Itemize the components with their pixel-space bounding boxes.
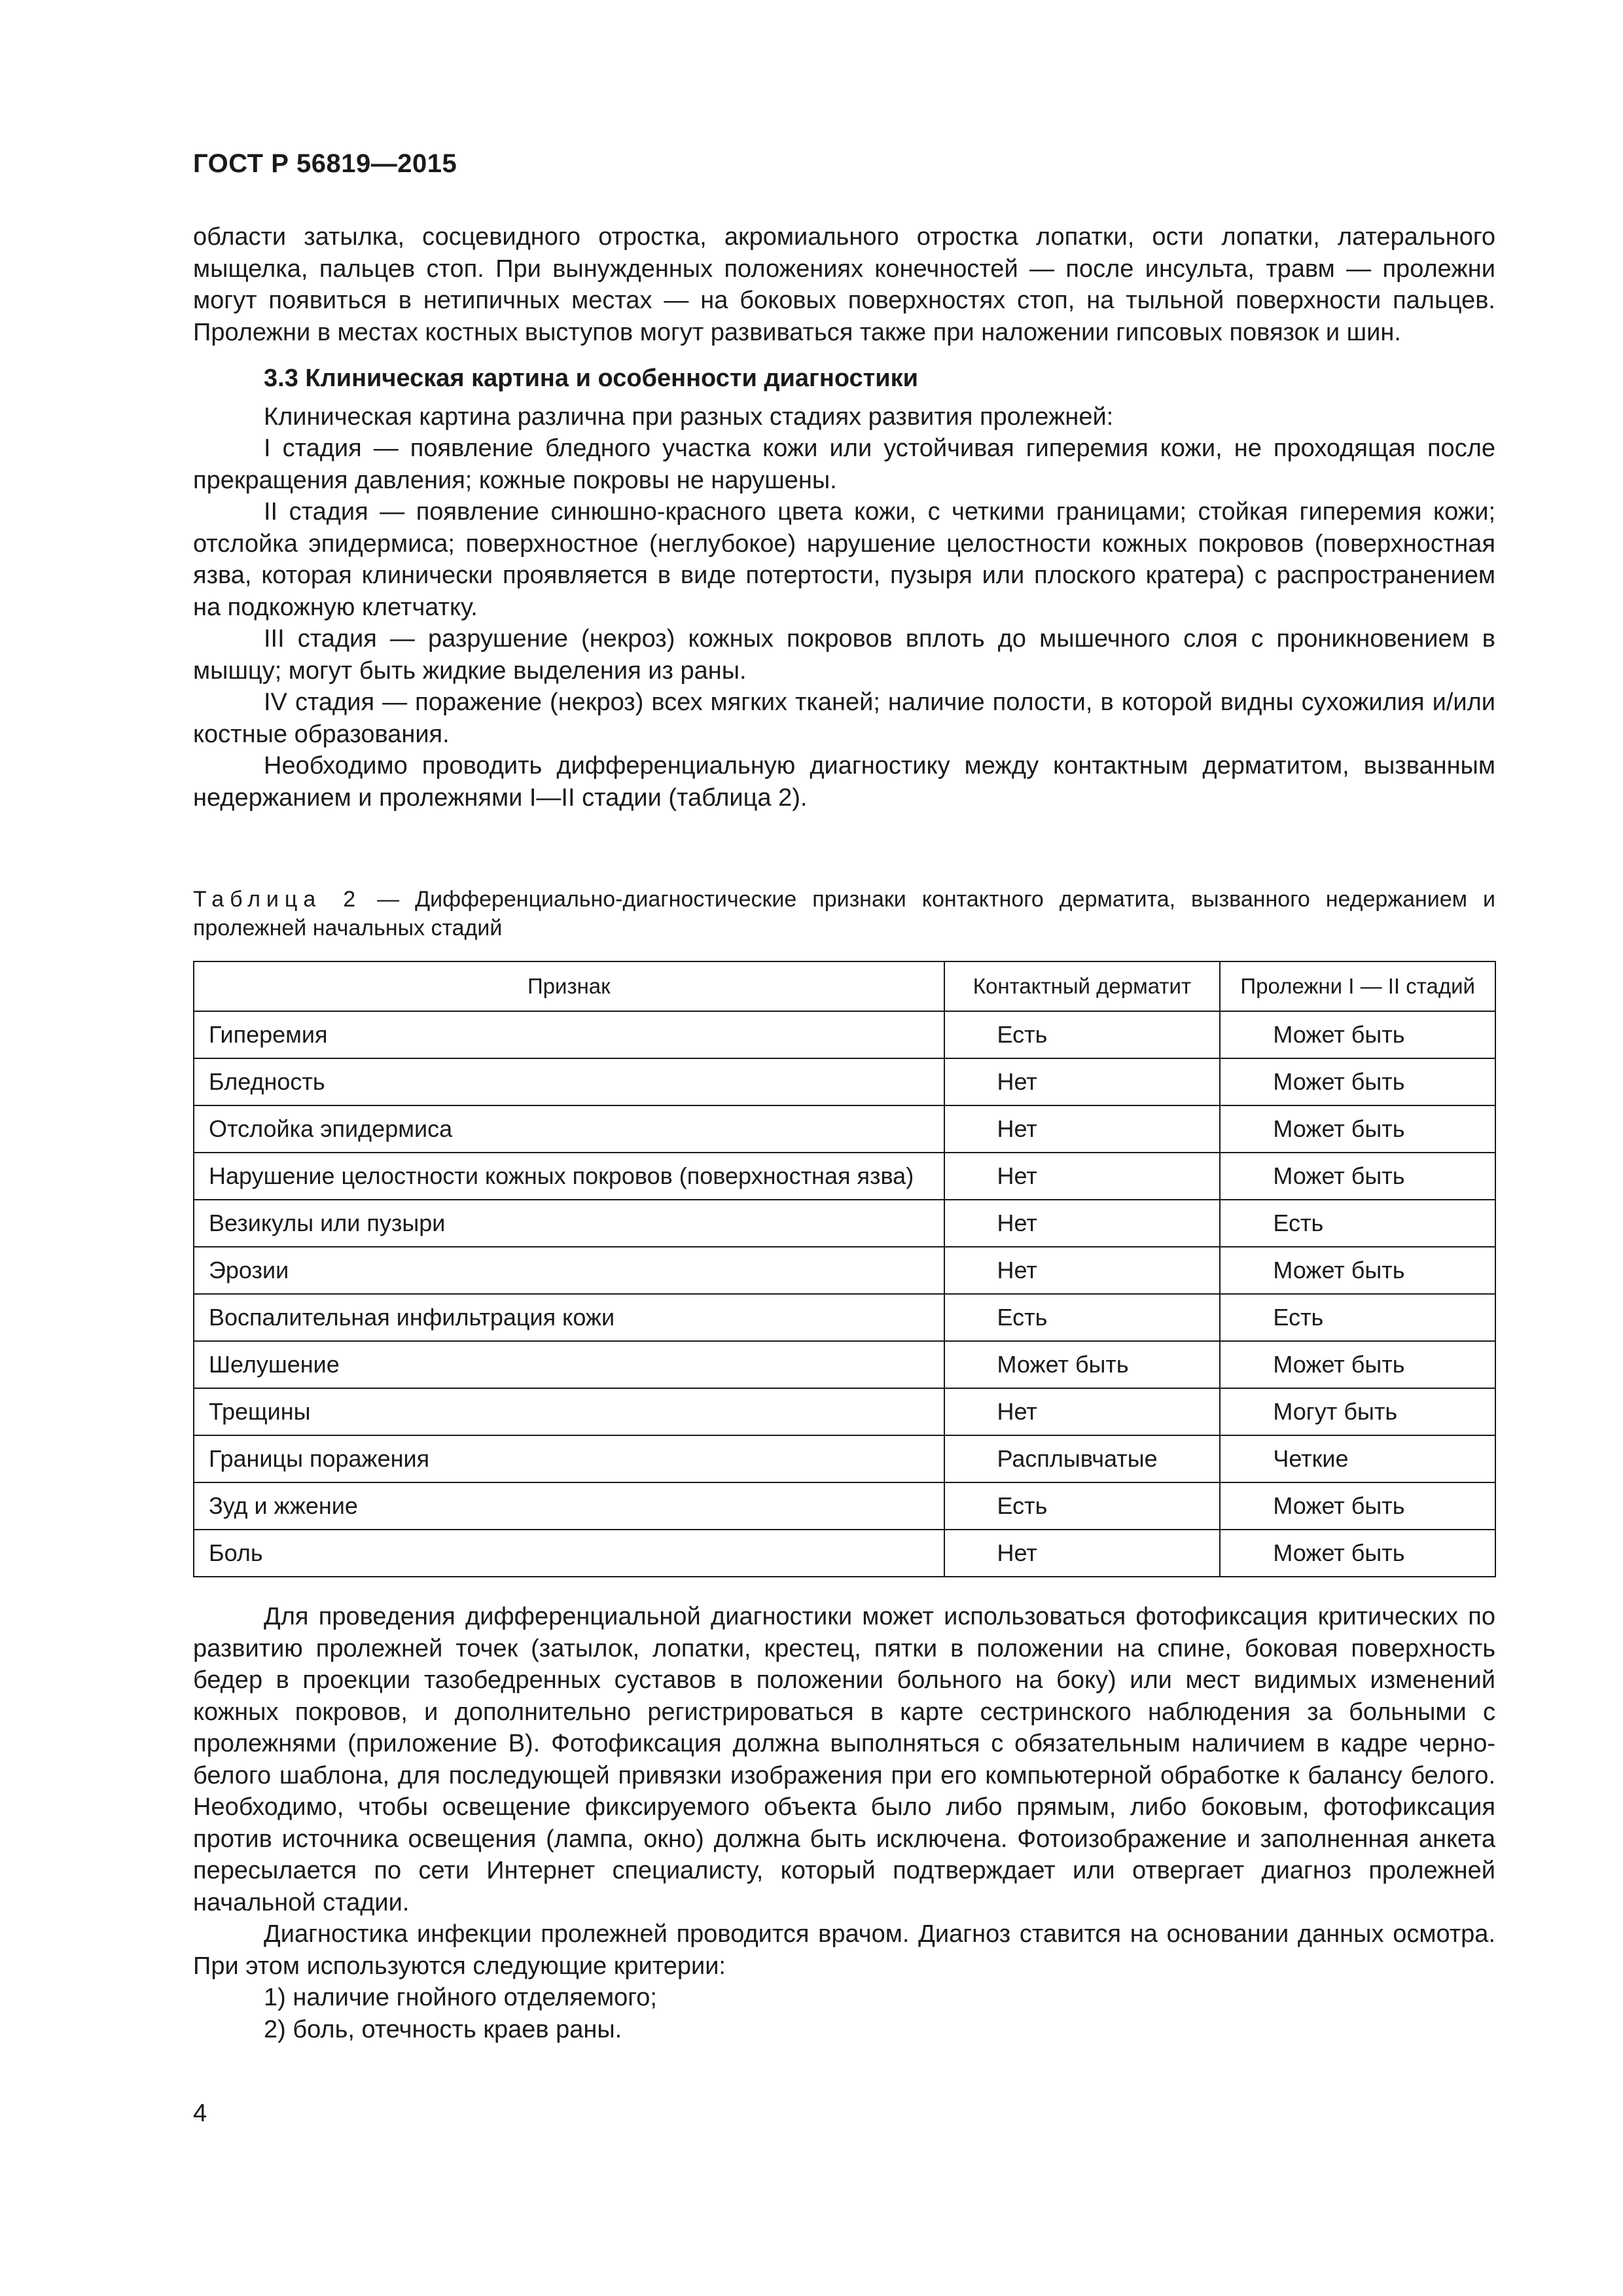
- table-cell-dermatitis: Нет: [944, 1058, 1221, 1105]
- table-cell-sign: Зуд и жжение: [194, 1482, 944, 1530]
- criterion-2: 2) боль, отечность краев раны.: [264, 2015, 622, 2043]
- table-cell-dermatitis: Нет: [944, 1105, 1221, 1153]
- table-caption: [193, 885, 1495, 942]
- header-sign: Признак: [194, 961, 944, 1011]
- table-cell-dermatitis: Есть: [944, 1011, 1221, 1058]
- page-number: 4: [193, 2100, 207, 2127]
- document-header: ГОСТ Р 56819—2015: [193, 149, 457, 178]
- table-row: [194, 1105, 1495, 1153]
- table-cell-dermatitis: Есть: [944, 1482, 1221, 1530]
- table-cell-ulcers: Может быть: [1220, 1530, 1495, 1577]
- table-row: [194, 1058, 1495, 1105]
- table-header-row: [194, 961, 1495, 1011]
- table-cell-dermatitis: Нет: [944, 1153, 1221, 1200]
- table-cell-sign: Шелушение: [194, 1341, 944, 1388]
- table-cell-ulcers: Может быть: [1220, 1058, 1495, 1105]
- intro-paragraph: области затылка, сосцевидного отростка, акромиального отростка лопатки, ости лопатки, латерального мыщелка, пальцев стоп. При вынужденных положениях конечностей — после инсульта, травм — пролежни могут появиться в нетипичных местах — на боковых поверхностях стоп, на тыльной поверхности пальцев. Пролежни в местах костных выступов могут развиваться также при наложении гипсовых повязок и шин.: [193, 223, 1495, 346]
- table-cell-ulcers: Могут быть: [1220, 1388, 1495, 1435]
- table-row: [194, 1294, 1495, 1341]
- table-cell-sign: Нарушение целостности кожных покровов (поверхностная язва): [194, 1153, 944, 1200]
- table-cell-ulcers: Есть: [1220, 1200, 1495, 1247]
- stage-2-paragraph: II стадия — появление синюшно-красного цвета кожи, с четкими границами; стойкая гиперемия кожи; отслойка эпидермиса; поверхностное (неглубокое) нарушение целостности кожных покровов (поверхностная язва, которая клинически проявляется в виде потертости, пузыря или плоского кратера) с распространением на подкожную клетчатку.: [193, 498, 1495, 621]
- table-cell-dermatitis: Нет: [944, 1247, 1221, 1294]
- table-cell-sign: Воспалительная инфильтрация кожи: [194, 1294, 944, 1341]
- table-cell-dermatitis: Расплывчатые: [944, 1435, 1221, 1482]
- table-row: [194, 1482, 1495, 1530]
- infection-paragraph: Диагностика инфекции пролежней проводится врачом. Диагноз ставится на основании данных осмотра. При этом используются следующие критерии:: [193, 1920, 1495, 1980]
- table-cell-ulcers: Может быть: [1220, 1105, 1495, 1153]
- top-text-block: [193, 221, 1495, 814]
- table-cell-dermatitis: Может быть: [944, 1341, 1221, 1388]
- table-cell-sign: Трещины: [194, 1388, 944, 1435]
- table-row: [194, 1388, 1495, 1435]
- table-row: [194, 1530, 1495, 1577]
- table-cell-dermatitis: Нет: [944, 1200, 1221, 1247]
- table-cell-sign: Гиперемия: [194, 1011, 944, 1058]
- table-row: [194, 1153, 1495, 1200]
- table-cell-ulcers: Может быть: [1220, 1011, 1495, 1058]
- photofixation-paragraph: Для проведения дифференциальной диагностики может использоваться фотофиксация критических по развитию пролежней точек (затылок, лопатки, крестец, пятки в положении на спине, боковая поверхность бедер в проекции тазобедренных суставов в положении больного на боку) или мест видимых изменений кожных покровов, и дополнительно регистрироваться в карте сестринского наблюдения за больными с пролежнями (приложение В). Фотофиксация должна выполняться с обязательным наличием в кадре черно-белого шаблона, для последующей привязки изображения при его компьютерной обработке к балансу белого. Необходимо, чтобы освещение фиксируемого объекта было либо прямым, либо боковым, фотофиксация против источника освещения (лампа, окно) должна быть исключена. Фотоизображение и заполненная анкета пересылается по сети Интернет специалисту, который подтверждает или отвергает диагноз пролежней начальной стадии.: [193, 1603, 1495, 1916]
- table-cell-ulcers: Есть: [1220, 1294, 1495, 1341]
- table-cell-ulcers: Может быть: [1220, 1153, 1495, 1200]
- differential-table: [193, 961, 1496, 1577]
- stage-3-paragraph: III стадия — разрушение (некроз) кожных покровов вплоть до мышечного слоя с проникновением в мышцу; могут быть жидкие выделения из раны.: [193, 625, 1495, 685]
- table-cell-dermatitis: Есть: [944, 1294, 1221, 1341]
- table-row: [194, 1435, 1495, 1482]
- criterion-1: 1) наличие гнойного отделяемого;: [264, 1984, 657, 2011]
- header-contact-dermatitis: Контактный дерматит: [944, 961, 1221, 1011]
- table-cell-sign: Везикулы или пузыри: [194, 1200, 944, 1247]
- table-cell-sign: Боль: [194, 1530, 944, 1577]
- stage-1-paragraph: I стадия — появление бледного участка кожи или устойчивая гиперемия кожи, не проходящая после прекращения давления; кожные покровы не нарушены.: [193, 435, 1495, 494]
- table-cell-ulcers: Может быть: [1220, 1247, 1495, 1294]
- table-cell-ulcers: Может быть: [1220, 1341, 1495, 1388]
- bottom-text-block: [193, 1601, 1495, 2045]
- header-pressure-ulcers: Пролежни I — II стадий: [1220, 961, 1495, 1011]
- table-cell-sign: Бледность: [194, 1058, 944, 1105]
- table-row: [194, 1200, 1495, 1247]
- section-paragraph: Клиническая картина различна при разных стадиях развития пролежней:: [264, 403, 1114, 431]
- table-row: [194, 1011, 1495, 1058]
- table-caption-label: Таблица 2: [193, 887, 362, 912]
- stage-4-paragraph: IV стадия — поражение (некроз) всех мягких тканей; наличие полости, в которой видны сухожилия и/или костные образования.: [193, 689, 1495, 748]
- table-caption-text: — Дифференциально-диагностические признаки контактного дерматита, вызванного недержанием и пролежней начальных стадий: [193, 887, 1495, 941]
- table-cell-ulcers: Может быть: [1220, 1482, 1495, 1530]
- table-cell-dermatitis: Нет: [944, 1388, 1221, 1435]
- table-cell-sign: Эрозии: [194, 1247, 944, 1294]
- section-heading: 3.3 Клиническая картина и особенности диагностики: [264, 365, 919, 392]
- table-cell-ulcers: Четкие: [1220, 1435, 1495, 1482]
- table-cell-dermatitis: Нет: [944, 1530, 1221, 1577]
- differential-paragraph: Необходимо проводить дифференциальную диагностику между контактным дерматитом, вызванным недержанием и пролежнями I—II стадии (таблица 2).: [193, 752, 1495, 812]
- table-row: [194, 1247, 1495, 1294]
- table-cell-sign: Отслойка эпидермиса: [194, 1105, 944, 1153]
- table-cell-sign: Границы поражения: [194, 1435, 944, 1482]
- table-row: [194, 1341, 1495, 1388]
